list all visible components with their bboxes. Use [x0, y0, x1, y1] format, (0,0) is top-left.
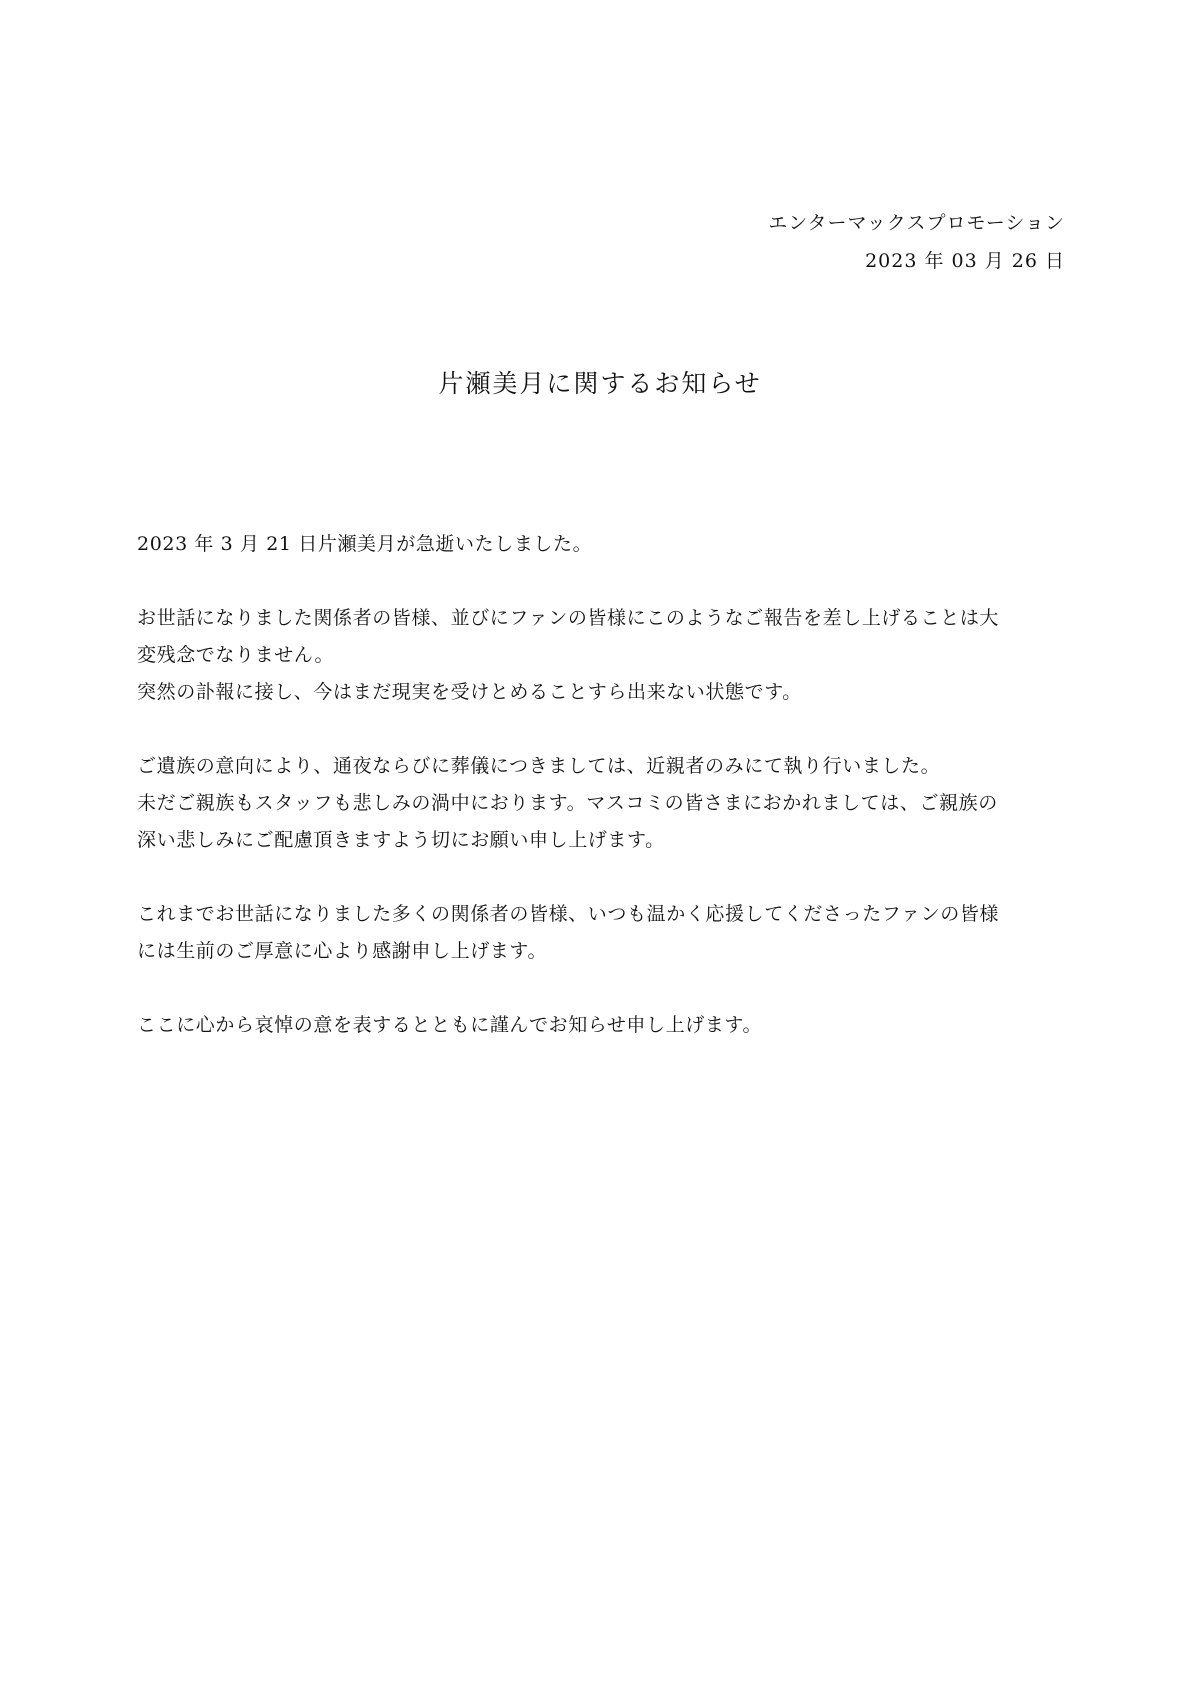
text-line: 未だご親族もスタッフも悲しみの渦中におります。マスコミの皆さまにおかれましては、ご親族の [137, 792, 998, 814]
paragraph-3 [137, 748, 1067, 859]
text-line: には生前のご厚意に心より感謝申し上げます。 [137, 940, 548, 962]
text-line: これまでお世話になりました多くの関係者の皆様、いつも温かく応援してくださったファンの皆様 [137, 903, 1000, 925]
text-line: お世話になりました関係者の皆様、並びにファンの皆様にこのようなご報告を差し上げることは大 [137, 607, 1000, 629]
announcement-date: 2023 年 03 月 26 日 [865, 250, 1065, 272]
text-line: ここに心から哀悼の意を表するとともに謹んでお知らせ申し上げます。 [137, 1014, 763, 1036]
text-line: 深い悲しみにご配慮頂きますよう切にお願い申し上げます。 [137, 829, 665, 851]
announcement-body [137, 526, 1067, 1081]
text-line: ご遺族の意向により、通夜ならびに葬儀につきましては、近親者のみにて執り行いました。 [137, 755, 941, 777]
text-line: 変残念でなりません。 [137, 644, 335, 666]
page-title: 片瀬美月に関するお知らせ [438, 369, 762, 398]
header-block [768, 204, 1065, 280]
paragraph-1 [137, 526, 1067, 563]
text-line: 2023 年 3 月 21 日片瀬美月が急逝いたしました。 [137, 533, 593, 555]
paragraph-2 [137, 600, 1067, 711]
paragraph-5 [137, 1007, 1067, 1044]
text-line: 突然の訃報に接し、今はまだ現実を受けとめることすら出来ない状態です。 [137, 681, 802, 703]
company-name: エンターマックスプロモーション [768, 212, 1065, 234]
paragraph-4 [137, 896, 1067, 970]
